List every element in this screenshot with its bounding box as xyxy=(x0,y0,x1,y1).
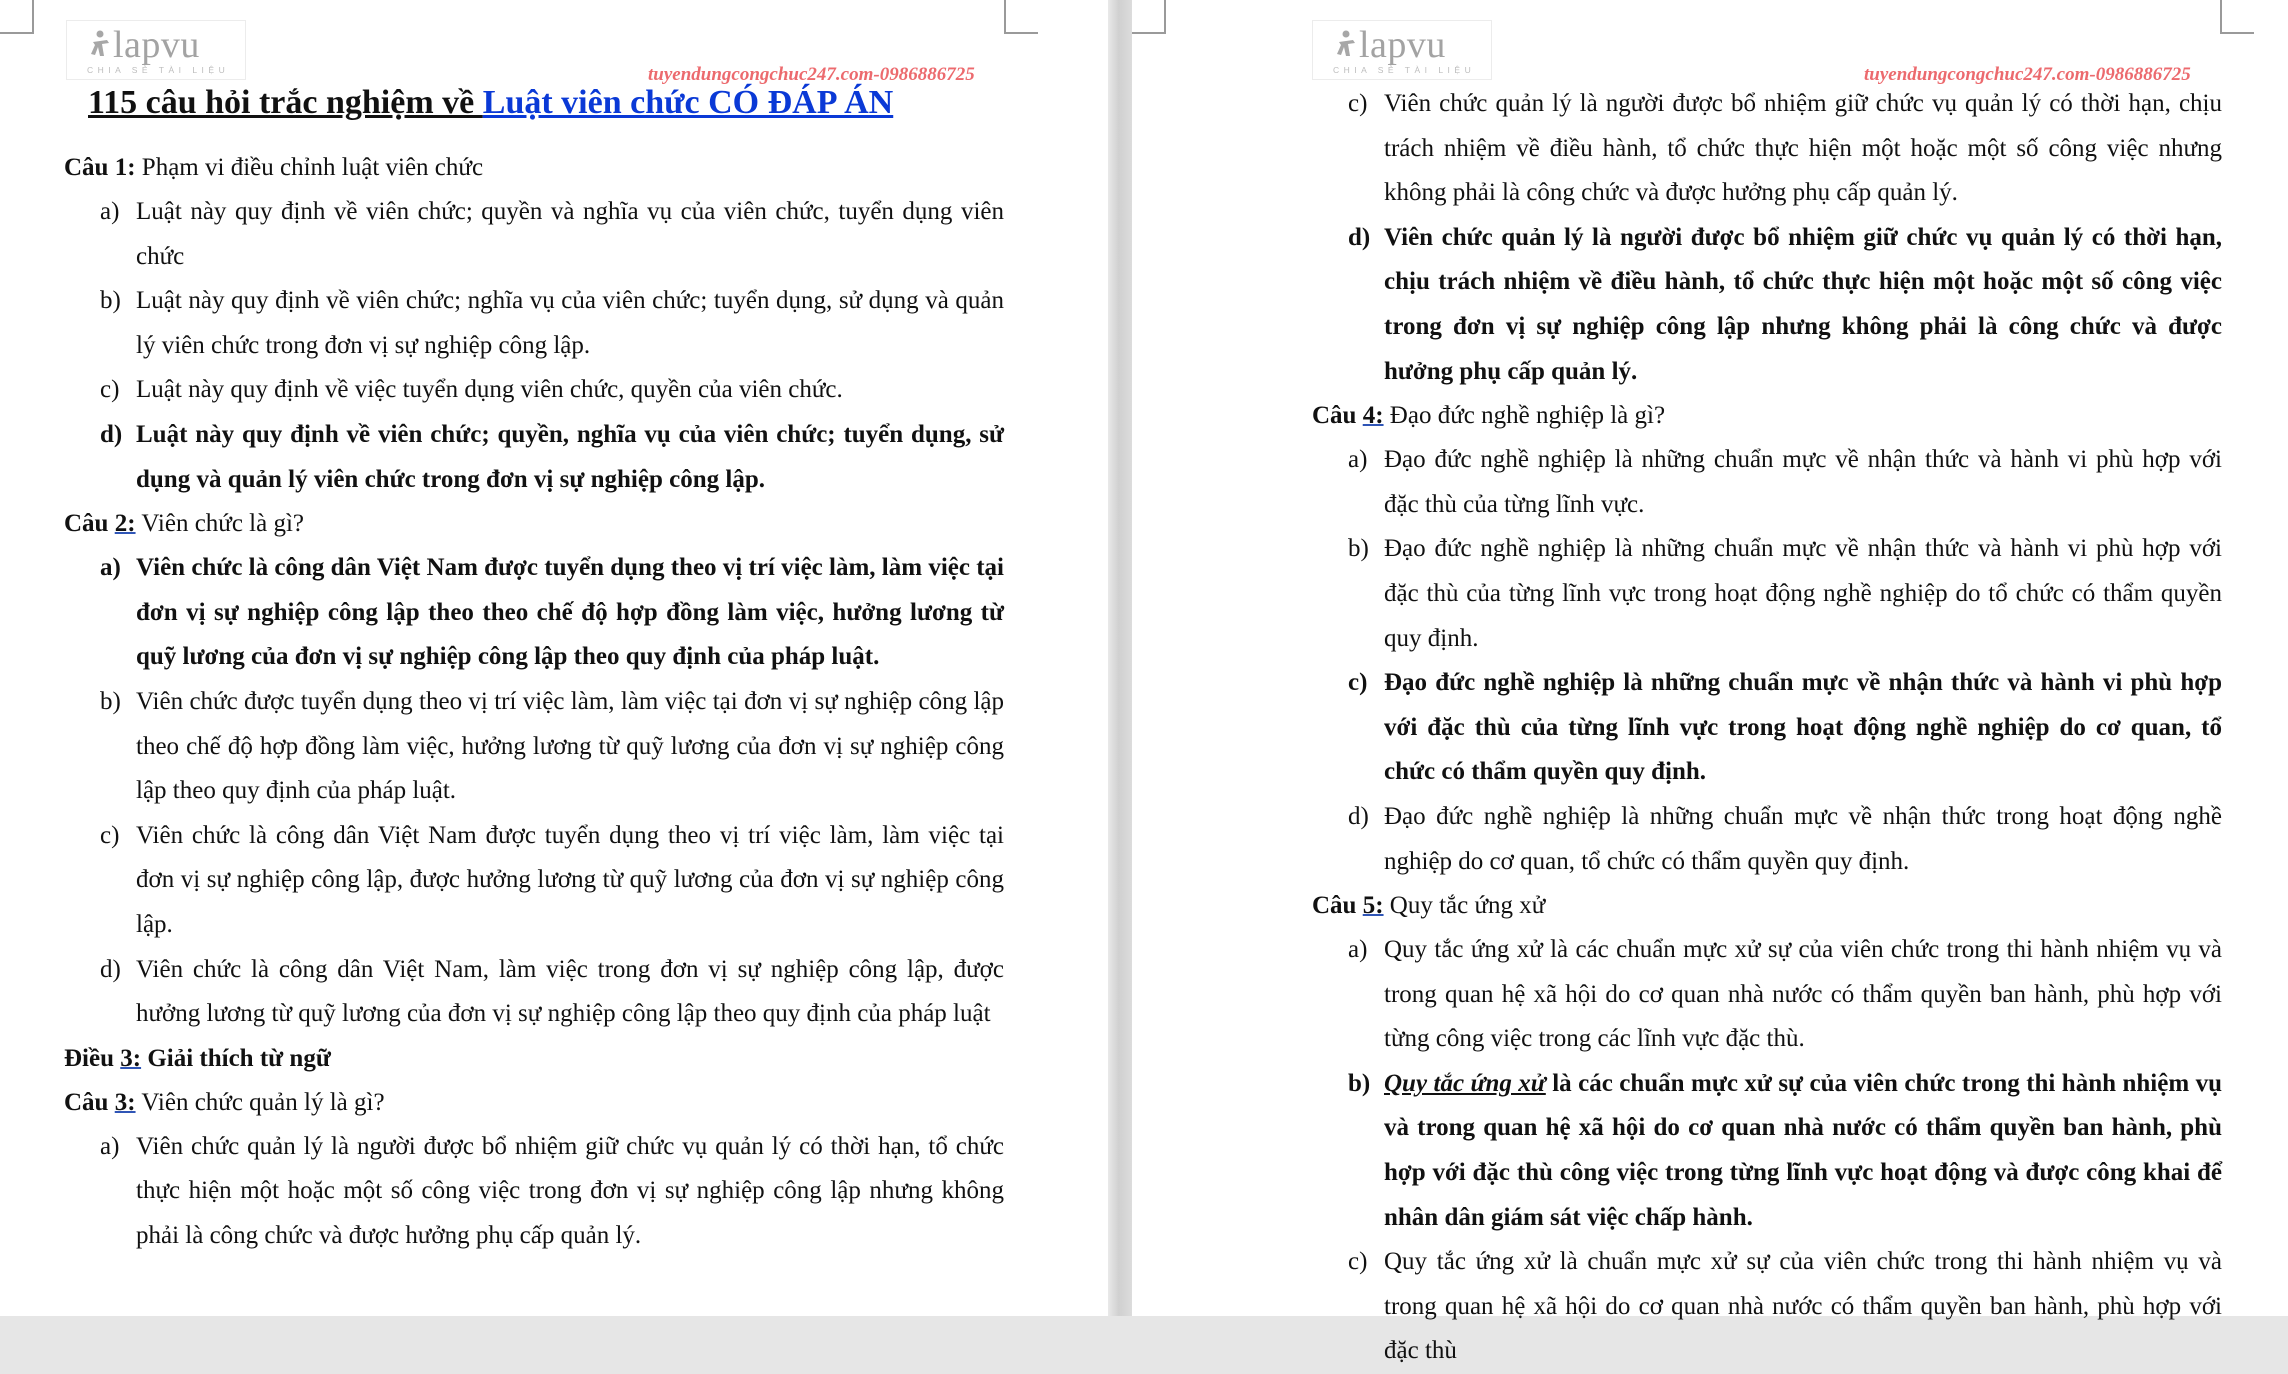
question-4-heading: Câu 4: Đạo đức nghề nghiệp là gì? xyxy=(1312,402,1666,430)
logo-figure-icon xyxy=(85,29,113,59)
lapvu-logo: lapvu CHIA SẺ TÀI LIỆU xyxy=(1312,20,1492,80)
question-1-option-d-answer: d) Luật này quy định về viên chức; quyền, nghĩa vụ của viên chức; tuyển dụng, sử dụng và quản lý viên chức trong đơn vị sự nghiệp công lập. xyxy=(100,420,1004,493)
question-2-heading: Câu 2: Viên chức là gì? xyxy=(64,510,305,538)
question-3-option-a: a) Viên chức quản lý là người được bổ nhiệm giữ chức vụ quản lý có thời hạn, tổ chức thực hiện một hoặc một số công việc trong đơn vị sự nghiệp công lập nhưng không phải là công chức và được hưởng phụ cấp quản lý. xyxy=(100,1132,1004,1249)
question-4-option-c-answer: c) Đạo đức nghề nghiệp là những chuẩn mực về nhận thức và hành vi phù hợp với đặc thù của từng lĩnh vực trong hoạt động nghề nghiệp do cơ quan, tổ chức có thẩm quyền quy định. xyxy=(1348,669,2222,786)
document-page-left xyxy=(0,0,1108,1316)
question-4-option-b: b) Đạo đức nghề nghiệp là những chuẩn mực về nhận thức và hành vi phù hợp với đặc thù của từng lĩnh vực trong hoạt động nghề nghiệp do tổ chức có thẩm quyền quy định. xyxy=(1348,535,2222,652)
question-5-option-b-answer: b) Quy tắc ứng xử là các chuẩn mực xử sự của viên chức trong thi hành nhiệm vụ và trong quan hệ xã hội do cơ quan nhà nước có thẩm quyền ban hành, phù hợp với đặc thù công việc trong từng lĩnh vực hoạt động và được công khai để nhân dân giám sát việc chấp hành. xyxy=(1348,1069,2222,1231)
question-2-option-d: d) Viên chức là công dân Việt Nam, làm việc trong đơn vị sự nghiệp công lập, được hưởng lương từ quỹ lương của đơn vị sự nghiệp công lập theo quy định của pháp luật xyxy=(100,955,1004,1028)
question-2-option-b: b) Viên chức được tuyển dụng theo vị trí việc làm, làm việc tại đơn vị sự nghiệp công lập theo chế độ hợp đồng làm việc, hưởng lương từ quỹ lương của đơn vị sự nghiệp công lập theo quy định của pháp luật. xyxy=(100,687,1004,805)
document-title xyxy=(88,84,1128,122)
right-page-content xyxy=(1312,82,2222,1374)
crop-mark xyxy=(0,0,34,34)
crop-mark xyxy=(2220,0,2254,34)
page-gutter xyxy=(1108,0,1132,1316)
question-5-option-a: a) Quy tắc ứng xử là các chuẩn mực xử sự của viên chức trong thi hành nhiệm vụ và trong quan hệ xã hội do cơ quan nhà nước có thẩm quyền ban hành, phù hợp với từng công việc trong các lĩnh vực đặc thù. xyxy=(1348,936,2222,1053)
left-page-content xyxy=(64,146,1004,1258)
question-1-option-a: a) Luật này quy định về viên chức; quyền và nghĩa vụ của viên chức, tuyển dụng viên chức xyxy=(100,198,1004,270)
crop-mark xyxy=(1004,0,1038,34)
logo-figure-icon xyxy=(1331,29,1359,59)
title-prefix: 115 câu hỏi trắc nghiệm về xyxy=(88,84,483,121)
document-page-right xyxy=(1132,0,2288,1365)
article-3-heading: Điều 3: Giải thích từ ngữ xyxy=(64,1044,331,1072)
question-2-option-c: c) Viên chức là công dân Việt Nam được tuyển dụng theo vị trí việc làm, làm việc tại đơn vị sự nghiệp công lập, được hưởng lương từ quỹ lương của đơn vị sự nghiệp công lập. xyxy=(100,821,1004,938)
question-3-option-d-answer: d) Viên chức quản lý là người được bổ nhiệm giữ chức vụ quản lý có thời hạn, chịu trách nhiệm về điều hành, tổ chức thực hiện một hoặc một số công việc trong đơn vị sự nghiệp công lập nhưng không phải là công chức và được hưởng phụ cấp quản lý. xyxy=(1348,223,2222,385)
question-4-option-a: a) Đạo đức nghề nghiệp là những chuẩn mực về nhận thức và hành vi phù hợp với đặc thù của từng lĩnh vực. xyxy=(1348,446,2222,518)
watermark-text: tuyendungcongchuc247.com-0986886725 xyxy=(1864,64,2191,85)
question-4-option-d: d) Đạo đức nghề nghiệp là những chuẩn mực về nhận thức trong hoạt động nghề nghiệp do cơ quan, tổ chức có thẩm quyền quy định. xyxy=(1348,802,2222,875)
question-1-heading: Câu 1: Phạm vi điều chỉnh luật viên chức xyxy=(64,154,484,181)
title-link[interactable]: Luật viên chức CÓ ĐÁP ÁN xyxy=(482,84,894,121)
question-3-option-c: c) Viên chức quản lý là người được bổ nhiệm giữ chức vụ quản lý có thời hạn, chịu trách nhiệm về điều hành, tổ chức thực hiện một hoặc một số công việc nhưng không phải là công chức và được hưởng phụ cấp quản lý. xyxy=(1348,90,2222,207)
crop-mark xyxy=(1132,0,1166,34)
lapvu-logo: lapvu CHIA SẺ TÀI LIỆU xyxy=(66,20,246,80)
question-5-heading: Câu 5: Quy tắc ứng xử xyxy=(1312,892,1546,920)
question-3-heading: Câu 3: Viên chức quản lý là gì? xyxy=(64,1088,385,1116)
question-1-option-b: b) Luật này quy định về viên chức; nghĩa vụ của viên chức; tuyển dụng, sử dụng và quản lý viên chức trong đơn vị sự nghiệp công lập. xyxy=(100,287,1004,359)
question-5-option-c: c) Quy tắc ứng xử là chuẩn mực xử sự của viên chức trong thi hành nhiệm vụ và trong quan hệ xã hội do cơ quan nhà nước có thẩm quyền ban hành, phù hợp với đặc thù xyxy=(1348,1248,2222,1365)
question-1-option-c: c) Luật này quy định về việc tuyển dụng viên chức, quyền của viên chức. xyxy=(100,376,843,404)
watermark-text: tuyendungcongchuc247.com-0986886725 xyxy=(648,64,975,85)
question-2-option-a-answer: a) Viên chức là công dân Việt Nam được tuyển dụng theo vị trí việc làm, làm việc tại đơn vị sự nghiệp công lập theo theo chế độ hợp đồng làm việc, hưởng lương từ quỹ lương của đơn vị sự nghiệp công lập theo quy định của pháp luật. xyxy=(100,554,1004,671)
